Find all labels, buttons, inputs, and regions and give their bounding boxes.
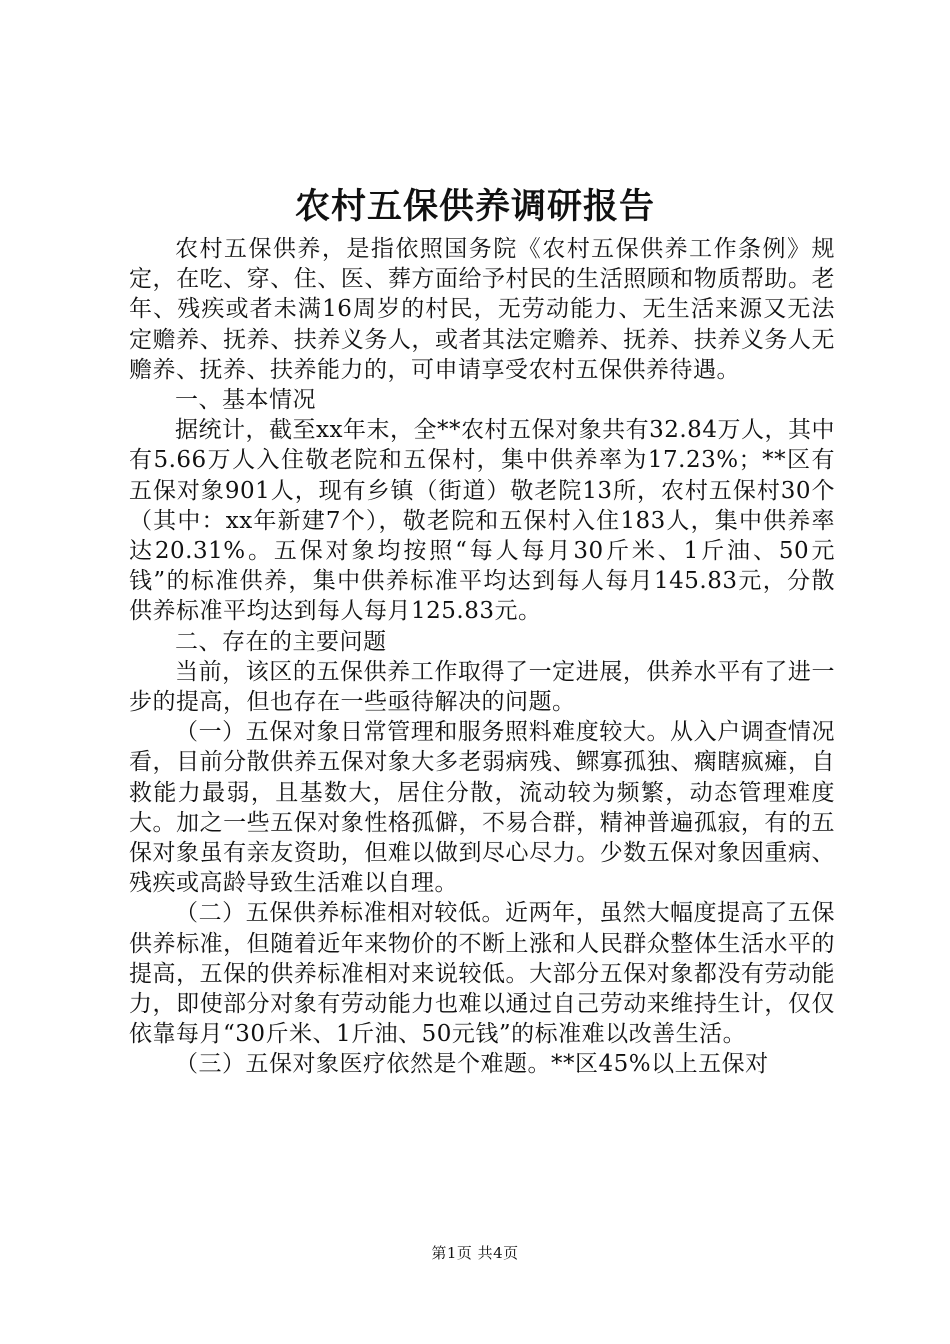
document-title: 农村五保供养调研报告 <box>294 186 655 227</box>
paragraph-intro: 农村五保供养，是指依照国务院《农村五保供养工作条例》规定，在吃、穿、住、医、葬方面给予村民的生活照顾和物质帮助。老年、残疾或者未满16周岁的村民，无劳动能力、无生活来源又无法定赡养、抚养、扶养义务人，或者其法定赡养、抚养、扶养义务人无赡养、抚养、扶养能力的，可申请享受农村五保供养待遇。 <box>129 236 835 383</box>
document-body <box>129 234 835 1080</box>
paragraph-statistics: 据统计，截至xx年末，全**农村五保对象共有32.84万人，其中有5.66万人入住敬老院和五保村，集中供养率为17.23%；**区有五保对象901人，现有乡镇（街道）敬老院13所，农村五保村30个（其中：xx年新建7个），敬老院和五保村入住183人，集中供养率达20.31%。五保对象均按照“每人每月30斤米、1斤油、50元钱”的标准供养，集中供养标准平均达到每人每月145.83元，分散供养标准平均达到每人每月125.83元。 <box>129 417 835 625</box>
section-heading-main-problems: 二、存在的主要问题 <box>175 628 387 655</box>
paragraph-problem-3: （三）五保对象医疗依然是个难题。**区45%以上五保对 <box>175 1051 769 1078</box>
paragraph-problem-2: （二）五保供养标准相对较低。近两年，虽然大幅度提高了五保供养标准，但随着近年来物价的不断上涨和人民群众整体生活水平的提高，五保的供养标准相对来说较低。大部分五保对象都没有劳动能力，即使部分对象有劳动能力也难以通过自己劳动来维持生计，仅仅依靠每月“30斤米、1斤油、50元钱”的标准难以改善生活。 <box>129 900 835 1048</box>
paragraph-problems-overview: 当前，该区的五保供养工作取得了一定进展，供养水平有了进一步的提高，但也存在一些亟待解决的问题。 <box>129 658 835 716</box>
section-heading-basic-situation: 一、基本情况 <box>175 387 316 414</box>
page-number-footer: 第1页 共4页 <box>431 1244 519 1262</box>
paragraph-problem-1: （一）五保对象日常管理和服务照料难度较大。从入户调查情况看，目前分散供养五保对象大多老弱病残、鳏寡孤独、瘸瞎疯瘫，自救能力最弱，且基数大，居住分散，流动较为频繁，动态管理难度大。加之一些五保对象性格孤僻，不易合群，精神普遍孤寂，有的五保对象虽有亲友资助，但难以做到尽心尽力。少数五保对象因重病、残疾或高龄导致生活难以自理。 <box>129 719 835 897</box>
